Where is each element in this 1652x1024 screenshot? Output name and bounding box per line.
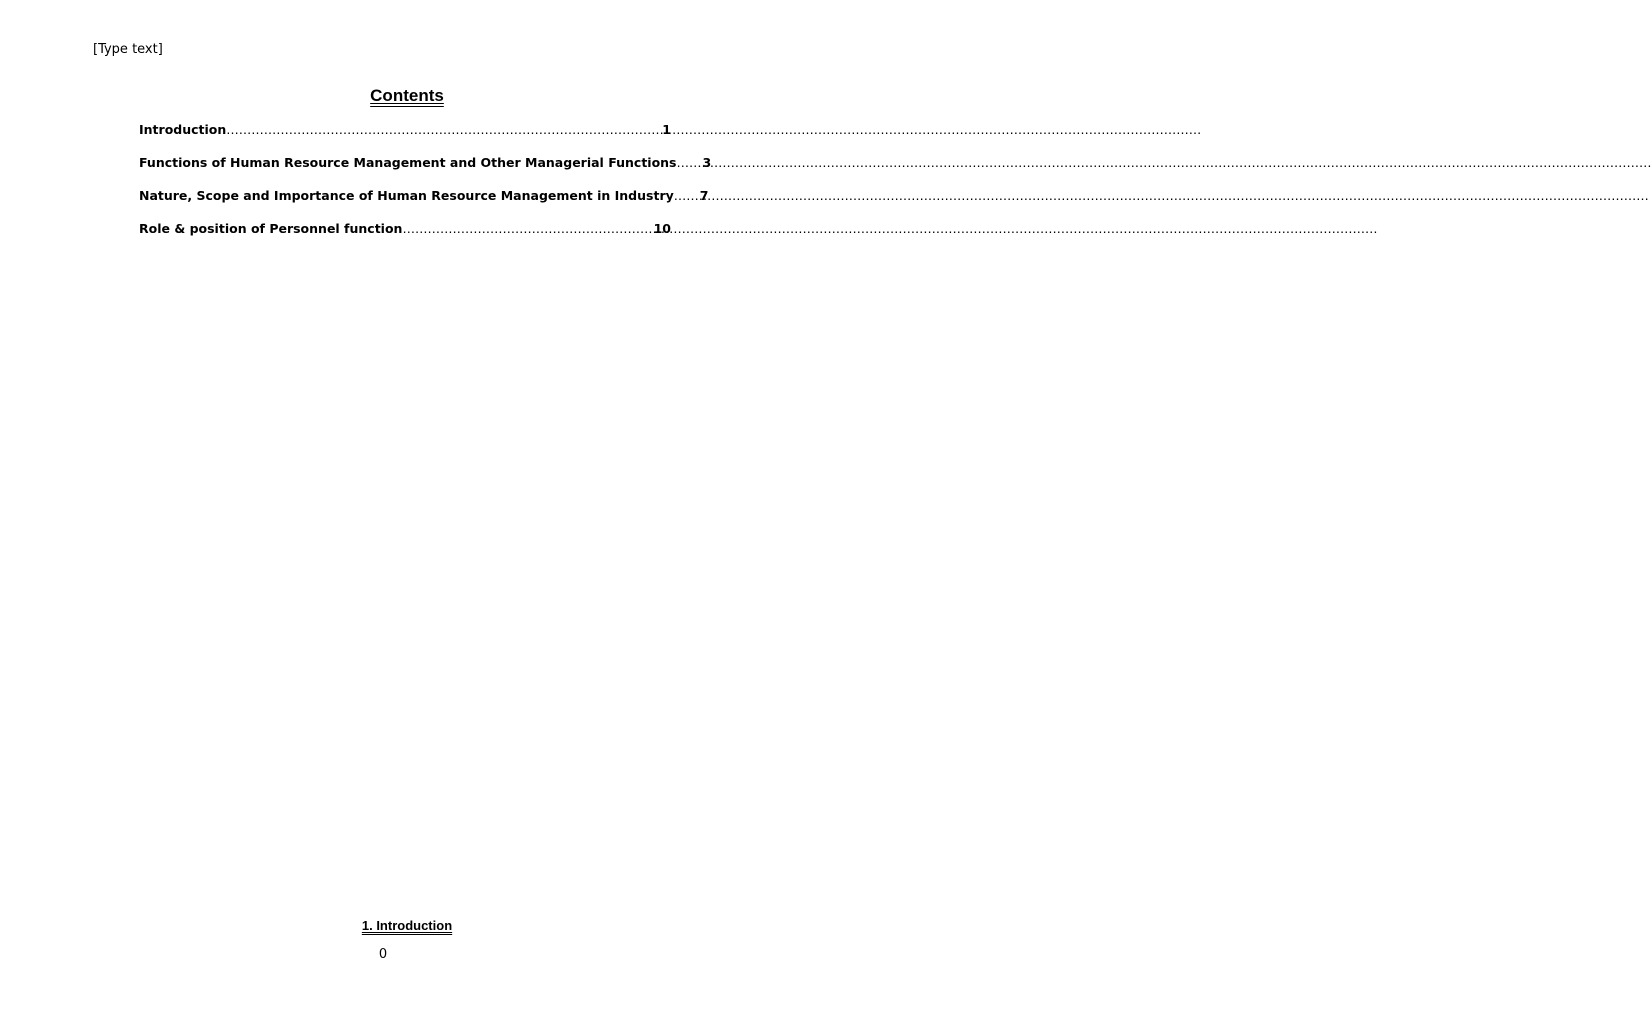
toc-entry-page-number: 1 bbox=[662, 122, 671, 137]
toc-dot-leader bbox=[226, 122, 656, 137]
page-number: 0 bbox=[378, 947, 388, 962]
table-of-contents bbox=[139, 122, 712, 254]
toc-entry-label: Nature, Scope and Importance of Human Resource Management in Industry bbox=[139, 188, 674, 203]
toc-entry-functions[interactable] bbox=[139, 155, 712, 188]
toc-entry-page-number: 10 bbox=[653, 221, 671, 236]
toc-entry-introduction[interactable] bbox=[139, 122, 671, 155]
contents-title: Contents bbox=[370, 86, 444, 105]
toc-dot-leader bbox=[674, 188, 694, 203]
toc-entry-role-position[interactable] bbox=[139, 221, 671, 254]
toc-dot-leader bbox=[402, 221, 647, 236]
toc-entry-label: Introduction bbox=[139, 122, 227, 137]
toc-entry-page-number: 3 bbox=[702, 155, 712, 170]
page-header-text: [Type text] bbox=[93, 42, 163, 57]
toc-entry-label: Role & position of Personnel function bbox=[139, 221, 403, 236]
toc-entry-nature-scope[interactable] bbox=[139, 188, 709, 221]
section-heading-introduction: 1. Introduction bbox=[361, 918, 453, 933]
toc-entry-page-number: 7 bbox=[699, 188, 709, 203]
document-page bbox=[0, 0, 768, 1024]
toc-entry-label: Functions of Human Resource Management and Other Managerial Functions bbox=[139, 155, 677, 170]
toc-dot-leader bbox=[677, 155, 697, 170]
